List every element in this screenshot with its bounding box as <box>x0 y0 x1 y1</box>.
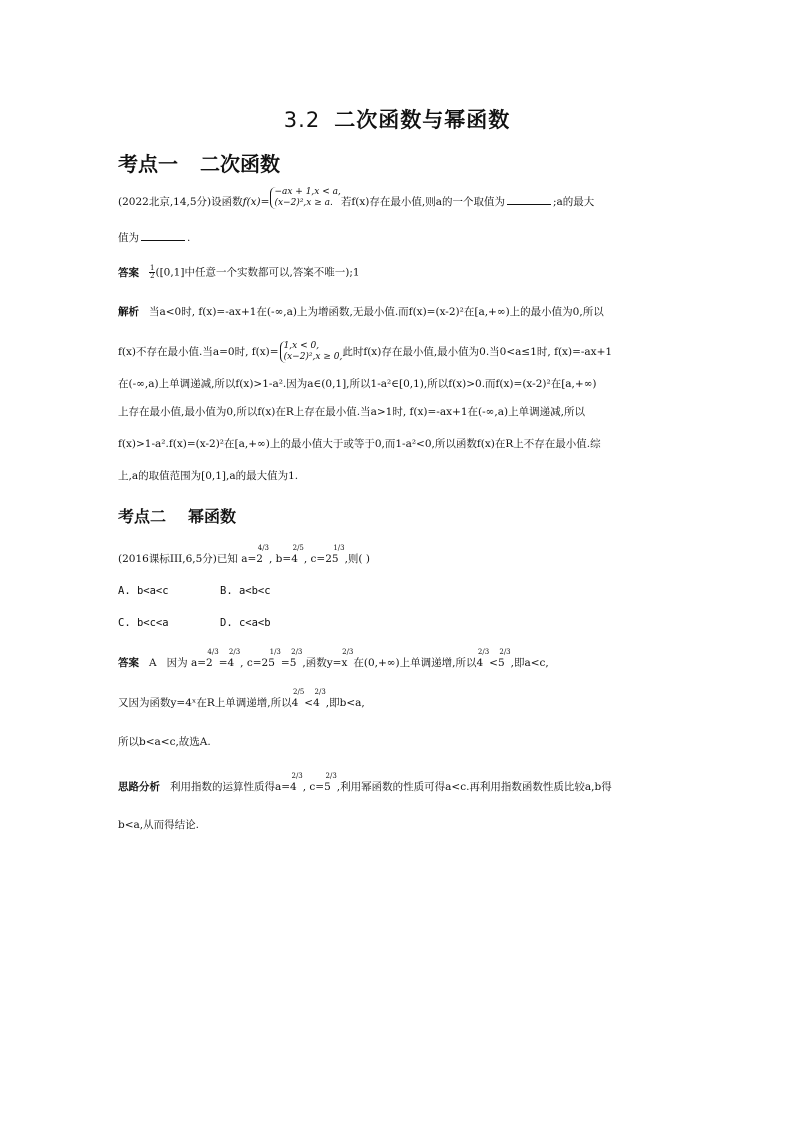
option-c: C. b<c<a <box>118 617 169 629</box>
power-base: =4 <box>218 657 235 669</box>
power-base: 又因为函数y=4ˣ在R上单调递增,所以4 <box>118 697 299 709</box>
section-label: 考点二 <box>118 507 167 526</box>
solution-1-line-3: 在(-∞,a)上单调递减,所以f(x)>1-a².因为a∈(0,1],所以1-a²∈[0,1),所以f(x)>0.而f(x)=(x-2)²在[a,+∞) <box>118 378 597 390</box>
power-exponent: 1/3 <box>333 544 345 552</box>
answer-label: 答案 <box>118 657 139 669</box>
piecewise-brace <box>280 341 343 363</box>
solution-label: 解析 <box>118 306 139 318</box>
answer-choice: A <box>149 657 157 669</box>
question-text-3: 值为 <box>118 232 139 244</box>
analysis-text: ,利用幂函数的性质可得a<c.再利用指数函数性质比较a,b得 <box>336 781 612 793</box>
answer-2-line-1 <box>118 648 678 670</box>
power-exponent: 2/3 <box>342 648 354 656</box>
answer-text: ,即b<a, <box>325 697 365 709</box>
section-label: 考点一 <box>118 152 178 176</box>
power-exponent: 2/3 <box>499 648 511 656</box>
solution-1-line-4: 上存在最小值,最小值为0,所以f(x)在R上存在最小值.当a>1时, f(x)=-ax+1在(-∞,a)上单调递减,所以 <box>118 406 585 418</box>
function-label: f(x)= <box>242 196 270 208</box>
piecewise-case-1: 1,x < 0, <box>283 341 320 351</box>
section-number: 3.2 <box>283 108 321 132</box>
power <box>489 648 511 670</box>
solution-1-line-1 <box>118 305 678 319</box>
power <box>280 648 303 670</box>
power <box>118 688 305 710</box>
answer-text: ([0,1]中任意一个实数都可以,答案不唯一);1 <box>155 266 360 279</box>
power-exponent: 2/3 <box>477 648 490 656</box>
section-name: 二次函数 <box>200 152 280 176</box>
analysis-label: 思路分析 <box>118 781 160 793</box>
question-1-line-2 <box>118 230 678 245</box>
power-exponent: 2/5 <box>293 688 305 696</box>
answer-2-line-3: 所以b<a<c,故选A. <box>118 736 211 748</box>
section-heading-1 <box>118 148 280 177</box>
power-base: a=4 <box>275 781 297 793</box>
question-source: (2022北京,14,5分)设函数 <box>118 196 243 208</box>
power-base: , c=5 <box>302 781 331 793</box>
solution-1-line-2 <box>118 341 678 363</box>
question-2 <box>118 544 678 566</box>
power-exponent: 2/3 <box>314 688 326 696</box>
answer-blank-1 <box>507 194 551 205</box>
power-exponent: 2/3 <box>325 772 337 780</box>
power <box>190 648 219 670</box>
fraction-denominator: 2 <box>150 272 155 280</box>
power-base: , b=4 <box>269 553 298 565</box>
answer-2-line-2 <box>118 688 678 710</box>
answer-1 <box>118 265 678 280</box>
answer-text: 因为 <box>166 657 188 669</box>
power-base: y=x <box>326 657 348 669</box>
power-base: <4 <box>304 697 320 709</box>
analysis-line-2: b<a,从而得结论. <box>118 819 199 831</box>
power <box>218 648 241 670</box>
page-title <box>0 104 794 134</box>
solution-1-line-5: f(x)>1-a².f(x)=(x-2)²在[a,+∞)上的最小值大于或等于0,而1-a²<0,所以函数f(x)在R上不存在最小值.综 <box>118 438 601 450</box>
section-heading-2 <box>118 504 236 527</box>
title-text: 二次函数与幂函数 <box>334 108 511 132</box>
option-b: B. a<b<c <box>220 585 271 597</box>
piecewise-case-2: (x−2)²,x ≥ 0, <box>283 352 343 362</box>
piecewise-case-2: (x−2)²,x ≥ a. <box>274 198 333 208</box>
option-a: A. b<a<c <box>118 585 169 597</box>
solution-text: 此时f(x)存在最小值,最小值为0.当0<a≤1时, f(x)=-ax+1 <box>342 346 613 358</box>
power <box>353 648 490 670</box>
fraction-numerator: 1 <box>150 264 155 272</box>
power-exponent: 4/3 <box>257 544 269 552</box>
answer-label: 答案 <box>118 266 139 279</box>
power-exponent: 1/3 <box>269 648 281 656</box>
power <box>240 648 281 670</box>
piecewise-case-1: −ax + 1,x < a, <box>274 187 341 197</box>
power-exponent: 2/3 <box>291 772 303 780</box>
power-base: , c=25 <box>240 657 275 669</box>
question-end: . <box>187 232 191 244</box>
question-tail: ,则( ) <box>344 553 370 565</box>
power-base: <5 <box>489 657 505 669</box>
power-exponent: 4/3 <box>207 648 219 656</box>
section-name: 幂函数 <box>188 507 237 526</box>
power-a <box>241 544 269 566</box>
answer-blank-2 <box>141 230 185 241</box>
analysis-line-1 <box>118 772 678 794</box>
power-base: a=2 <box>190 657 213 669</box>
answer-text: ,函数 <box>302 657 327 669</box>
power-base: a=2 <box>241 553 263 565</box>
power <box>275 772 303 794</box>
analysis-text: 利用指数的运算性质得 <box>170 781 275 793</box>
power-exponent: 2/3 <box>291 648 303 656</box>
question-text: 若f(x)存在最小值,则a的一个取值为 <box>340 196 505 208</box>
question-source: (2016课标III,6,5分)已知 <box>118 553 238 565</box>
power-exponent: 2/5 <box>292 544 304 552</box>
question-text-2: ;a的最大 <box>552 196 595 208</box>
power-base: =5 <box>280 657 297 669</box>
power <box>304 688 326 710</box>
piecewise-brace <box>270 187 340 209</box>
answer-text: ,即a<c, <box>510 657 549 669</box>
option-d: D. c<a<b <box>220 617 271 629</box>
solution-1-line-6: 上,a的取值范围为[0,1],a的最大值为1. <box>118 470 299 482</box>
power <box>302 772 337 794</box>
power-base: , c=25 <box>303 553 339 565</box>
question-1-line-1 <box>118 187 678 209</box>
power-base: 在(0,+∞)上单调递增,所以4 <box>353 657 484 669</box>
solution-text: f(x)不存在最小值.当a=0时, f(x)= <box>118 346 279 358</box>
power-c <box>303 544 345 566</box>
power <box>326 648 354 670</box>
solution-text: 当a<0时, f(x)=-ax+1在(-∞,a)上为增函数,无最小值.而f(x)=(x-2)²在[a,+∞)上的最小值为0,所以 <box>149 306 604 318</box>
power-exponent: 2/3 <box>228 648 241 656</box>
power-b <box>269 544 304 566</box>
